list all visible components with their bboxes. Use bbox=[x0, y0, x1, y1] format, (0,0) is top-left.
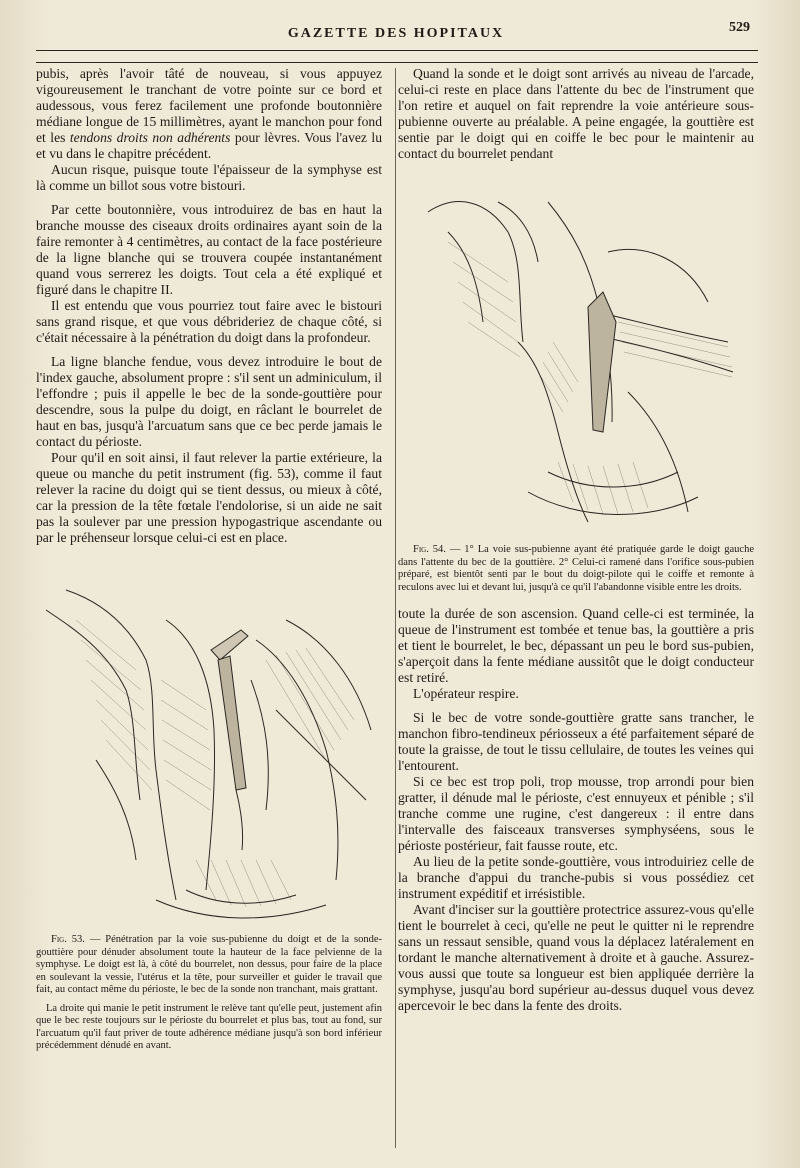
header-rule bbox=[36, 50, 758, 51]
journal-title: GAZETTE DES HOPITAUX bbox=[287, 26, 505, 41]
paragraph: Avant d'inciser sur la gouttière protectrice assurez-vous qu'elle tient le bourrelet à ceci, qu'elle ne peut le quitter ni le reprendre sans un ressaut sensible, quand vous la déplacez latéralement en tordant le manche alternativement à droite et à gauche. Assurez-vous aussi que toute sa longueur est bien appliquée derrière la symphyse, jusqu'au bord supérieur au-dessus duquel vous devez apercevoir le bec dans la fente des droits. bbox=[398, 902, 754, 1013]
paragraph: Si le bec de votre sonde-gouttière gratte sans trancher, le manchon fibro-tendineux périosseux a été parfaitement séparé de toute la graisse, de tout le tissu cellulaire, de toutes les veines qui l'entourent. bbox=[398, 710, 754, 773]
left-column bbox=[36, 66, 382, 1053]
paragraph: pubis, après l'avoir tâté de nouveau, si vous appuyez vigoureusement le tranchant de votre pointe sur ce bord et audessous, vous ferez facilement une profonde boutonnière médiane longue de 15 millimètres, ayant le manchon pour fond et les tendons droits non adhérents pour lèvres. Vous l'avez lu et vu dans le chapitre précédent. bbox=[36, 66, 383, 161]
figure-54-caption: Fig. 54. — 1° La voie sus-pubienne ayant été pratiquée garde le doigt gauche dans l'attente du bec de la gouttière. 2° Celui-ci ramené dans l'orifice sous-pubien préparé, est bientôt senti par le bout du doigt-pilote qui le coiffe et remonte à reculons avec lui et devant lui, jusqu'à ce qu'il l'abandonne visible entre les droits. bbox=[398, 544, 754, 593]
paragraph: Quand la sonde et le doigt sont arrivés au niveau de l'arcade, celui-ci reste en place dans l'attente du bec de l'instrument que l'on retire et auquel on fait reprendre la voie antérieure sous-pubienne ouverte au préalable. A peine engagée, la gouttière est sentie par le doigt qui en coiffe le bec pour le maintenir au contact du bourrelet pendant bbox=[398, 66, 754, 161]
figure-label: Fig. 54. bbox=[413, 544, 446, 555]
figure-label: Fig. 53. bbox=[51, 934, 85, 945]
right-column-body bbox=[398, 606, 754, 1014]
figure-53-caption: Fig. 53. — Pénétration par la voie sus-pubienne du doigt et de la sonde-gouttière pour dénuder absolument toute la hauteur de la face pelvienne de la symphyse. Le doigt est là, à côté du bourrelet, non dessus, pour faire de la place en soulevant la vessie, l'utérus et la tête, pour surveiller et guider le travail que fait, au contact même du périoste, le bec de la sonde non tranchant, mais grattant. La droite qui manie le petit instrument le relève tant qu'elle peut, justement afin que le bec reste toujours sur le périoste du bourrelet et plus bas, tout au fond, sur l'arcuatum qu'il faut priver de toute adhérence médiane jusqu'à son bord inférieur précédemment dénudé en avant. bbox=[36, 934, 382, 1051]
caption-paragraph: La droite qui manie le petit instrument le relève tant qu'elle peut, justement afin que le bec reste toujours sur le périoste du bourrelet et plus bas, tout au fond, sur l'arcuatum qu'il faut priver de toute adhérence médiane jusqu'à son bord inférieur précédemment dénudé en avant. bbox=[36, 1002, 382, 1051]
page-number: 529 bbox=[729, 20, 750, 35]
figure-54 bbox=[398, 172, 754, 594]
page-header bbox=[36, 20, 756, 46]
paragraph: Si ce bec est trop poli, trop mousse, trop arrondi pour bien gratter, il dénude mal le périoste, c'est ennuyeux et pénible ; s'il tranche comme une rugine, c'est dangereux : il entre dans l'intervalle des faisceaux transverses symphyséens, sous le périoste postérieur, fait fausse route, etc. bbox=[398, 774, 754, 853]
figure-54-illustration bbox=[398, 172, 754, 540]
figure-53 bbox=[36, 560, 382, 1053]
paragraph: Aucun risque, puisque toute l'épaisseur de la symphyse est là comme un billot sous votre bistouri. bbox=[36, 162, 382, 193]
italic-phrase: tendons droits non adhérents bbox=[69, 130, 231, 145]
right-column bbox=[398, 66, 754, 1014]
paragraph: Pour qu'il en soit ainsi, il faut relever la partie extérieure, la queue ou manche du petit instrument (fig. 53), comme il faut relever la racine du doigt qui se tient dessus, ou mieux à côté, car la pression de la tête fœtale l'endolorise, si un aide ne sait pas la soulever par une pression hypogastrique ascendante ou par le préhenseur lorsque celui-ci est en place. bbox=[36, 450, 382, 545]
paragraph: La ligne blanche fendue, vous devez introduire le bout de l'index gauche, absolument propre : s'il sent un adminiculum, il l'effondre ; puis il appelle le bec de la sonde-gouttière pour descendre, sous la pulpe du doigt, en râclant le bourrelet de haut en bas, jusqu'à l'arcuatum sans que ce bec perde jamais le contact du périoste. bbox=[36, 354, 382, 449]
column-separator bbox=[395, 68, 396, 1148]
paragraph: toute la durée de son ascension. Quand celle-ci est terminée, la queue de l'instrument est tombée et tenue bas, la gouttière a pris et tient le bourrelet, le bec, dépassant un peu le bord sus-pubien, s'aperçoit dans la fente médiane aussitôt que le doigt conducteur est retiré. bbox=[398, 606, 754, 685]
header-rule-lower bbox=[36, 62, 758, 63]
paragraph: Il est entendu que vous pourriez tout faire avec le bistouri sans grand risque, et que vous débrideriez de chaque côté, si c'était nécessaire à la pénétration du doigt dans la profondeur. bbox=[36, 298, 382, 345]
paragraph: L'opérateur respire. bbox=[413, 686, 519, 701]
paragraph: Au lieu de la petite sonde-gouttière, vous introduiriez celle de la branche d'appui du tranche-pubis si vous possédiez cet instrument expéditif et irrésistible. bbox=[398, 854, 754, 901]
figure-53-illustration bbox=[36, 560, 382, 930]
paragraph: Par cette boutonnière, vous introduirez de bas en haut la branche mousse des ciseaux droits ordinaires ayant soin de la faire remonter à 4 centimètres, au contact de la face postérieure de la ligne blanche qui se trouvera coupée instantanément quand vous serrerez les doigts. Tout cela a été expliqué et figuré dans le chapitre II. bbox=[36, 202, 382, 297]
